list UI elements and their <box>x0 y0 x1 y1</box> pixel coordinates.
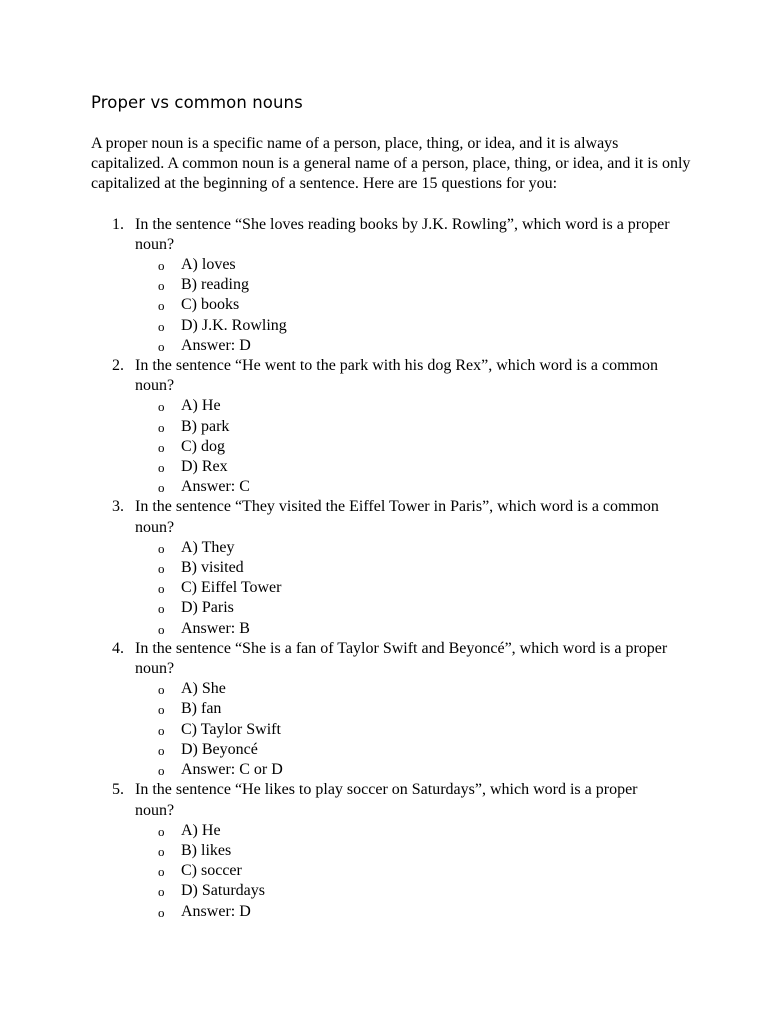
option-item <box>91 558 675 578</box>
bullet-icon: o <box>158 682 165 698</box>
option-list <box>135 679 675 780</box>
bullet-icon: o <box>158 278 165 294</box>
option-text: B) likes <box>181 841 232 859</box>
option-text: D) Beyoncé <box>181 740 258 758</box>
question-number: 5. <box>112 781 124 799</box>
option-item <box>91 255 675 275</box>
bullet-icon: o <box>158 864 165 880</box>
bullet-icon: o <box>158 419 165 435</box>
question-text: In the sentence “She loves reading books by J.K. Rowling”, which word is a proper noun? <box>135 215 670 253</box>
question-number: 2. <box>112 357 124 375</box>
answer-text: Answer: C <box>181 478 250 496</box>
option-text: D) Saturdays <box>181 882 265 900</box>
bullet-icon: o <box>158 843 165 859</box>
question-item <box>91 639 675 780</box>
bullet-icon: o <box>158 763 165 779</box>
option-item <box>91 578 675 598</box>
option-list <box>135 255 675 356</box>
question-text: In the sentence “He likes to play soccer on Saturdays”, which word is a proper noun? <box>135 781 638 819</box>
bullet-icon: o <box>158 460 165 476</box>
question-item <box>91 780 675 921</box>
answer-item <box>91 336 675 356</box>
question-number: 1. <box>112 215 124 233</box>
option-text: A) loves <box>181 256 236 274</box>
option-text: D) Rex <box>181 458 228 476</box>
answer-item <box>91 760 675 780</box>
option-text: C) soccer <box>181 862 242 880</box>
option-list <box>135 821 675 922</box>
question-item <box>91 215 675 356</box>
option-item <box>91 396 675 416</box>
bullet-icon: o <box>158 561 165 577</box>
bullet-icon: o <box>158 904 165 920</box>
option-text: A) They <box>181 538 235 556</box>
option-item <box>91 861 675 881</box>
bullet-icon: o <box>158 338 165 354</box>
option-text: A) He <box>181 821 221 839</box>
bullet-icon: o <box>158 399 165 415</box>
option-item <box>91 598 675 618</box>
bullet-icon: o <box>158 258 165 274</box>
answer-text: Answer: C or D <box>181 761 283 779</box>
document-page <box>91 92 691 922</box>
question-number: 3. <box>112 498 124 516</box>
option-text: B) park <box>181 417 230 435</box>
bullet-icon: o <box>158 722 165 738</box>
option-text: B) reading <box>181 276 249 294</box>
option-text: A) He <box>181 397 221 415</box>
question-list <box>91 215 691 922</box>
question-item <box>91 356 675 497</box>
answer-text: Answer: B <box>181 619 250 637</box>
answer-text: Answer: D <box>181 902 251 920</box>
bullet-icon: o <box>158 298 165 314</box>
option-item <box>91 679 675 699</box>
option-item <box>91 821 675 841</box>
option-list <box>135 538 675 639</box>
bullet-icon: o <box>158 823 165 839</box>
option-text: C) Taylor Swift <box>181 720 281 738</box>
option-item <box>91 841 675 861</box>
page-title: Proper vs common nouns <box>91 93 303 112</box>
option-text: C) Eiffel Tower <box>181 579 282 597</box>
intro-paragraph: A proper noun is a specific name of a person, place, thing, or idea, and it is always capitalized. A common noun is a general name of a person, place, thing, or idea, and it is only capitalized at the beginning of a sentence. Here are 15 questions for you: <box>91 135 691 193</box>
option-item <box>91 417 675 437</box>
bullet-icon: o <box>158 439 165 455</box>
question-text: In the sentence “She is a fan of Taylor Swift and Beyoncé”, which word is a proper noun? <box>135 639 668 678</box>
answer-text: Answer: D <box>181 336 251 354</box>
option-item <box>91 316 675 336</box>
bullet-icon: o <box>158 884 165 900</box>
bullet-icon: o <box>158 742 165 758</box>
option-text: B) fan <box>181 700 222 718</box>
question-number: 4. <box>112 639 124 657</box>
answer-item <box>91 619 675 639</box>
option-text: C) books <box>181 296 240 314</box>
option-text: B) visited <box>181 559 244 577</box>
option-item <box>91 881 675 901</box>
option-item <box>91 275 675 295</box>
bullet-icon: o <box>158 601 165 617</box>
option-list <box>135 396 675 497</box>
answer-item <box>91 902 675 922</box>
bullet-icon: o <box>158 702 165 718</box>
option-text: C) dog <box>181 437 225 455</box>
option-item <box>91 699 675 719</box>
bullet-icon: o <box>158 480 165 496</box>
option-item <box>91 720 675 740</box>
option-text: D) Paris <box>181 599 234 617</box>
question-item <box>91 497 675 638</box>
answer-item <box>91 477 675 497</box>
bullet-icon: o <box>158 581 165 597</box>
option-item <box>91 295 675 315</box>
option-text: D) J.K. Rowling <box>181 316 287 334</box>
option-item <box>91 538 675 558</box>
bullet-icon: o <box>158 621 165 637</box>
option-item <box>91 740 675 760</box>
question-text: In the sentence “They visited the Eiffel Tower in Paris”, which word is a common noun? <box>135 498 659 536</box>
option-text: A) She <box>181 680 226 698</box>
question-text: In the sentence “He went to the park with his dog Rex”, which word is a common noun? <box>135 357 658 395</box>
option-item <box>91 437 675 457</box>
bullet-icon: o <box>158 318 165 334</box>
option-item <box>91 457 675 477</box>
bullet-icon: o <box>158 540 165 556</box>
